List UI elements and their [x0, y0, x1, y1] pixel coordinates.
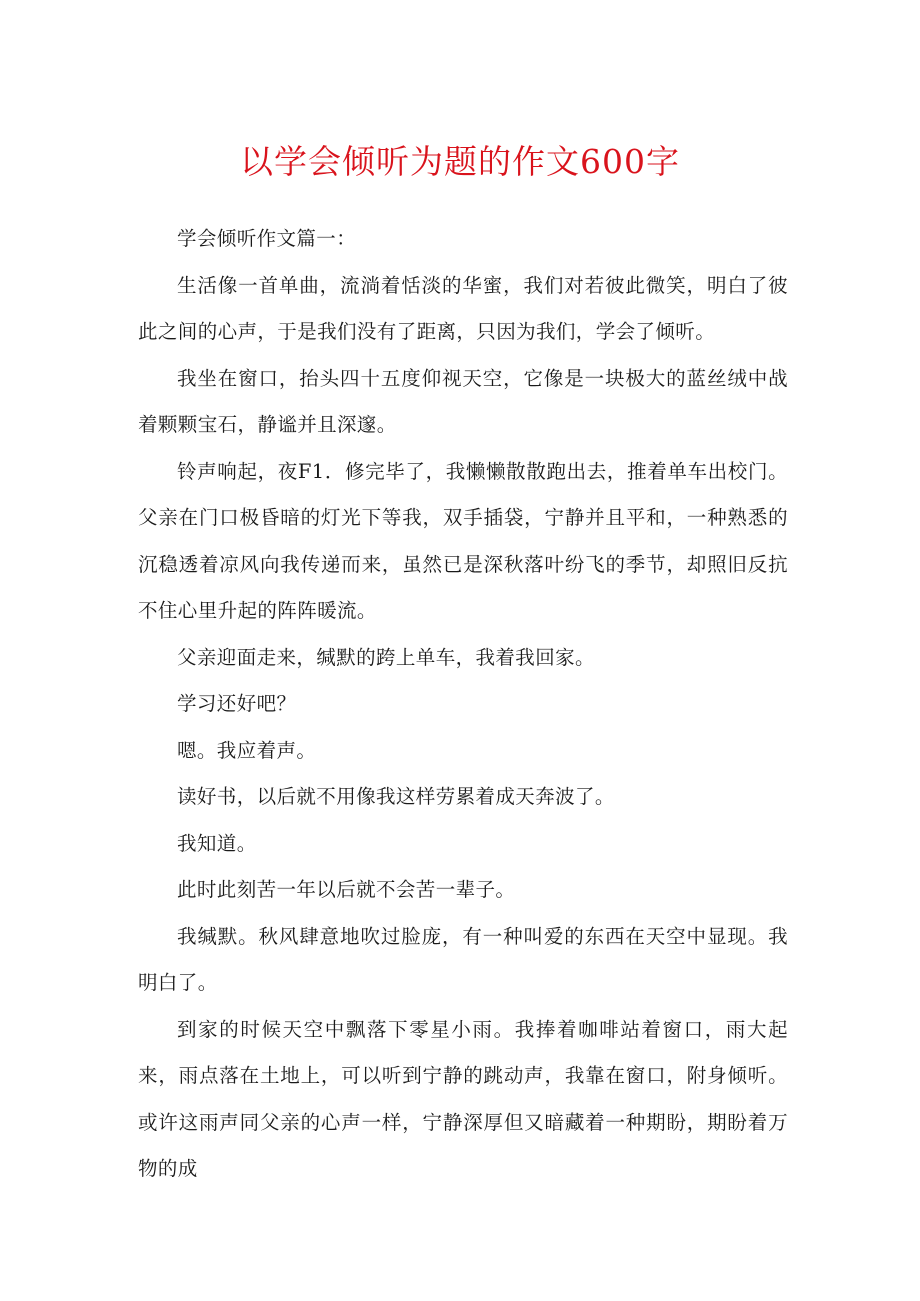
document-body [138, 216, 788, 1193]
paragraph: 父亲迎面走来，缄默的跨上单车，我着我回家。 [177, 645, 595, 669]
document-title: 以学会倾听为题的作文600字 [240, 142, 680, 181]
paragraph: 到家的时候天空中飘落下零星小雨。我捧着咖啡站着窗口，雨大起来，雨点落在土地上，可以听到宁静的跳动声，我靠在窗口，附身倾听。或许这雨声同父亲的心声一样，宁静深厚但又暗藏着一种期盼，期盼着万物的成 [138, 1017, 788, 1180]
paragraph: 我知道。 [177, 831, 257, 855]
paragraph: 学会倾听作文篇一： [177, 227, 357, 250]
paragraph: 读好书，以后就不用像我这样劳累着成天奔波了。 [177, 785, 615, 808]
paragraph: 生活像一首单曲，流淌着恬淡的华蜜，我们对若彼此微笑，明白了彼此之间的心声，于是我们没有了距离，只因为我们，学会了倾听。 [138, 273, 788, 343]
paragraph: 嗯。我应着声。 [177, 738, 317, 762]
paragraph: 铃声响起，夜F1．修完毕了，我懒懒散散跑出去，推着单车出校门。父亲在门口极昏暗的灯光下等我，双手插袋，宁静并且平和，一种熟悉的沉稳透着凉风向我传递而来，虽然已是深秋落叶纷飞的季节，却照旧反抗不住心里升起的阵阵暖流。 [138, 459, 788, 622]
paragraph: 我坐在窗口，抬头四十五度仰视天空，它像是一块极大的蓝丝绒中战着颗颗宝石，静谧并且深邃。 [138, 366, 788, 436]
paragraph: 我缄默。秋风肆意地吹过脸庞，有一种叫爱的东西在天空中显现。我明白了。 [138, 924, 788, 994]
paragraph: 学习还好吧？ [177, 692, 297, 715]
paragraph: 此时此刻苦一年以后就不会苦一辈子。 [177, 878, 516, 901]
